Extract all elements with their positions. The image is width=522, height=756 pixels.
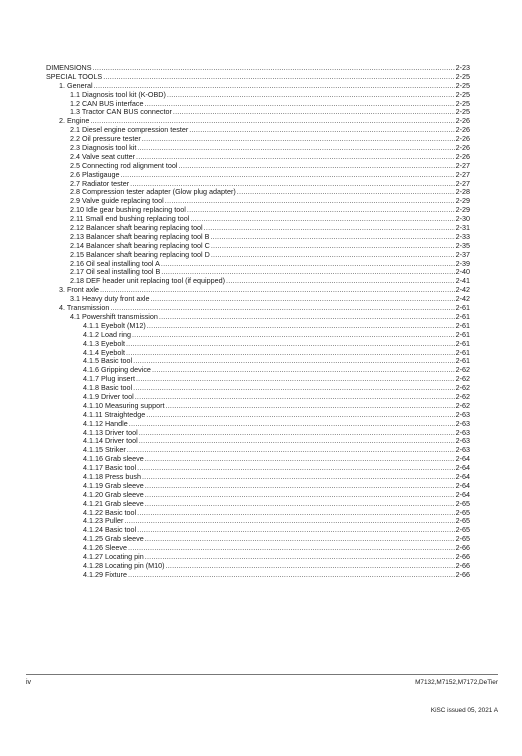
footer-issued: KiSC issued 05, 2021 A — [430, 707, 498, 714]
toc-entry-page: 2-39 — [455, 258, 470, 268]
toc-entry-page: 2-65 — [455, 534, 470, 544]
toc-entry-label: 4.1.23 Puller — [83, 516, 124, 526]
toc-entry-page: 2-61 — [455, 303, 470, 313]
toc-entry[interactable] — [46, 571, 470, 580]
toc-dot-leader — [167, 91, 455, 100]
footer-divider — [26, 674, 498, 675]
toc-entry-page: 2-29 — [455, 205, 470, 215]
toc-dot-leader — [142, 135, 455, 144]
toc-dot-leader — [178, 162, 454, 171]
toc-entry-label: 4.1.6 Gripping device — [83, 365, 151, 375]
footer-page-number: iv — [26, 679, 32, 686]
toc-entry-label: 4.1.21 Grab sleeve — [83, 498, 144, 508]
toc-entry-label: 4.1.2 Load ring — [83, 329, 131, 339]
toc-entry-page: 2-61 — [455, 320, 470, 330]
toc-dot-leader — [142, 473, 455, 482]
toc-entry-label: 4.1 Powershift transmission — [70, 311, 158, 321]
toc-entry-page: 2-61 — [455, 347, 470, 357]
toc-entry-label: 2.1 Diesel engine compression tester — [70, 125, 189, 135]
toc-entry-label: SPECIAL TOOLS — [46, 71, 103, 81]
toc-entry-page: 2-65 — [455, 516, 470, 526]
toc-entry-label: 2.3 Diagnosis tool kit — [70, 143, 137, 153]
toc-entry-label: 4.1.8 Basic tool — [83, 383, 133, 393]
toc-entry-page: 2-63 — [455, 427, 470, 437]
toc-dot-leader — [151, 295, 455, 304]
toc-dot-leader — [145, 553, 455, 562]
toc-dot-leader — [147, 322, 455, 331]
toc-dot-leader — [187, 206, 455, 215]
toc-entry-page: 2-27 — [455, 178, 470, 188]
toc-entry-label: 4.1.26 Sleeve — [83, 543, 127, 553]
footer-models: M7132,M7152,M7172,DeTier — [415, 679, 498, 686]
toc-entry-label: DIMENSIONS — [46, 63, 92, 72]
toc-entry-page: 2-63 — [455, 409, 470, 419]
toc-entry-page: 2-25 — [455, 80, 470, 90]
toc-entry-page: 2-26 — [455, 143, 470, 153]
toc-entry-label: 2.5 Connecting rod alignment tool — [70, 160, 178, 170]
toc-dot-leader — [127, 446, 455, 455]
toc-entry-label: 2.4 Valve seat cutter — [70, 151, 135, 161]
toc-entry-page: 2-62 — [455, 374, 470, 384]
toc-entry-page: 2-31 — [455, 223, 470, 233]
toc-dot-leader — [165, 197, 455, 206]
toc-entry-page: 2-33 — [455, 231, 470, 241]
toc-entry-label: 4. Transmission — [59, 303, 110, 313]
toc-entry-label: 1. General — [59, 80, 93, 90]
toc-entry-label: 4.1.3 Eyebolt — [83, 338, 125, 348]
toc-dot-leader — [135, 393, 455, 402]
toc-entry-label: 4.1.9 Driver tool — [83, 391, 134, 401]
toc-entry-page: 2-63 — [455, 436, 470, 446]
toc-dot-leader — [133, 357, 454, 366]
toc-entry-label: 4.1.16 Grab sleeve — [83, 454, 144, 464]
toc-dot-leader — [145, 482, 455, 491]
toc-dot-leader — [110, 304, 454, 313]
toc-dot-leader — [124, 517, 454, 526]
toc-dot-leader — [133, 384, 454, 393]
toc-entry-label: 4.1.22 Basic tool — [83, 507, 137, 517]
toc-entry-page: 2-41 — [455, 276, 470, 286]
toc-entry-page: 2-40 — [455, 267, 470, 277]
toc-entry[interactable] — [46, 295, 470, 304]
toc-entry-label: 4.1.18 Press bush — [83, 471, 141, 481]
toc-dot-leader — [100, 286, 455, 295]
toc-entry-page: 2-63 — [455, 445, 470, 455]
toc-entry-page: 2-26 — [455, 151, 470, 161]
toc-entry-label: 1.3 Tractor CAN BUS connector — [70, 107, 172, 117]
toc-dot-leader — [210, 233, 454, 242]
toc-entry-label: 4.1.24 Basic tool — [83, 525, 137, 535]
toc-entry-label: 2.12 Balancer shaft bearing replacing tool — [70, 223, 203, 233]
toc-entry[interactable] — [46, 108, 470, 117]
toc-dot-leader — [152, 366, 455, 375]
toc-dot-leader — [126, 349, 455, 358]
toc-entry[interactable] — [46, 73, 470, 82]
toc-entry-page: 2-26 — [455, 116, 470, 126]
toc-entry-label: 4.1.1 Eyebolt (M12) — [83, 320, 146, 330]
toc-dot-leader — [211, 242, 455, 251]
toc-entry-label: 4.1.28 Locating pin (M10) — [83, 560, 165, 570]
toc-entry-label: 2.14 Balancer shaft bearing replacing tool C — [70, 240, 210, 250]
toc-entry-page: 2-65 — [455, 498, 470, 508]
toc-entry-page: 2-64 — [455, 489, 470, 499]
toc-entry-page: 2-35 — [455, 240, 470, 250]
toc-entry-label: 1.1 Diagnosis tool kit (K-OBD) — [70, 89, 166, 99]
toc-entry-label: 3. Front axle — [59, 285, 99, 295]
toc-entry-page: 2-26 — [455, 125, 470, 135]
toc-entry-label: 2.11 Small end bushing replacing tool — [70, 214, 190, 224]
toc-entry-page: 2-27 — [455, 160, 470, 170]
toc-entry-page: 2-64 — [455, 480, 470, 490]
toc-entry-label: 4.1.4 Eyebolt — [83, 347, 125, 357]
toc-entry-page: 2-23 — [455, 63, 470, 72]
toc-entry-page: 2-66 — [455, 569, 470, 579]
toc-dot-leader — [139, 437, 455, 446]
toc-entry-page: 2-37 — [455, 249, 470, 259]
toc-entry[interactable] — [46, 64, 470, 73]
toc-entry-page: 2-65 — [455, 507, 470, 517]
toc-entry-label: 4.1.11 Straightedge — [83, 409, 146, 419]
toc-entry-page: 2-64 — [455, 463, 470, 473]
toc-entry-label: 3.1 Heavy duty front axle — [70, 294, 150, 304]
toc-entry[interactable] — [46, 277, 470, 286]
toc-dot-leader — [129, 420, 455, 429]
toc-dot-leader — [145, 455, 455, 464]
toc-dot-leader — [136, 375, 455, 384]
toc-entry-page: 2-61 — [455, 338, 470, 348]
toc-entry-page: 2-62 — [455, 365, 470, 375]
toc-dot-leader — [146, 411, 454, 420]
toc-dot-leader — [136, 153, 455, 162]
toc-dot-leader — [137, 144, 454, 153]
toc-dot-leader — [126, 340, 455, 349]
toc-entry-label: 4.1.10 Measuring support — [83, 400, 165, 410]
toc-entry-page: 2-42 — [455, 294, 470, 304]
toc-dot-leader — [204, 224, 455, 233]
toc-dot-leader — [237, 188, 455, 197]
toc-entry-page: 2-63 — [455, 418, 470, 428]
toc-entry-page: 2-29 — [455, 196, 470, 206]
toc-entry-label: 2.9 Valve guide replacing tool — [70, 196, 164, 206]
toc-dot-leader — [128, 544, 455, 553]
toc-entry-label: 2.15 Balancer shaft bearing replacing tool D — [70, 249, 210, 259]
toc-entry-page: 2-66 — [455, 551, 470, 561]
toc-dot-leader — [139, 429, 455, 438]
toc-dot-leader — [137, 509, 454, 518]
toc-entry-label: 1.2 CAN BUS interface — [70, 98, 144, 108]
toc-dot-leader — [226, 277, 455, 286]
toc-entry-label: 2.16 Oil seal installing tool A — [70, 258, 160, 268]
toc-dot-leader — [145, 100, 455, 109]
toc-entry-page: 2-61 — [455, 311, 470, 321]
toc-entry-page: 2-42 — [455, 285, 470, 295]
toc-entry-page: 2-27 — [455, 169, 470, 179]
toc-entry-label: 2.18 DEF header unit replacing tool (if equipped) — [70, 276, 226, 286]
toc-entry-label: 2. Engine — [59, 116, 90, 126]
toc-entry-label: 4.1.5 Basic tool — [83, 356, 133, 366]
toc-entry-page: 2-64 — [455, 454, 470, 464]
toc-dot-leader — [103, 73, 454, 82]
toc-entry-page: 2-61 — [455, 329, 470, 339]
toc-dot-leader — [190, 215, 454, 224]
toc-entry-label: 2.17 Oil seal installing tool B — [70, 267, 161, 277]
toc-entry-page: 2-25 — [455, 107, 470, 117]
toc-entry-label: 4.1.19 Grab sleeve — [83, 480, 144, 490]
toc-dot-leader — [211, 251, 455, 260]
toc-dot-leader — [173, 108, 455, 117]
toc-dot-leader — [145, 500, 455, 509]
toc-dot-leader — [121, 171, 455, 180]
toc-entry-label: 2.7 Radiator tester — [70, 178, 130, 188]
toc-entry-page: 2-62 — [455, 391, 470, 401]
toc-dot-leader — [145, 535, 455, 544]
toc-entry-label: 2.6 Plastigauge — [70, 169, 120, 179]
toc-dot-leader — [166, 402, 455, 411]
toc-entry-page: 2-62 — [455, 400, 470, 410]
toc-dot-leader — [145, 491, 455, 500]
toc-entry-page: 2-62 — [455, 383, 470, 393]
toc-dot-leader — [128, 571, 455, 580]
toc-entry-label: 4.1.12 Handle — [83, 418, 128, 428]
toc-entry-label: 2.8 Compression tester adapter (Glow plug adapter) — [70, 187, 236, 197]
toc-entry-label: 4.1.20 Grab sleeve — [83, 489, 144, 499]
toc-entry-label: 4.1.13 Driver tool — [83, 427, 138, 437]
toc-entry-page: 2-25 — [455, 89, 470, 99]
toc-entry-page: 2-25 — [455, 98, 470, 108]
toc-dot-leader — [93, 64, 455, 73]
toc-entry-page: 2-64 — [455, 471, 470, 481]
toc-entry-label: 4.1.7 Plug insert — [83, 374, 135, 384]
toc-dot-leader — [159, 313, 455, 322]
table-of-contents — [46, 64, 470, 580]
toc-entry-page: 2-66 — [455, 543, 470, 553]
toc-dot-leader — [132, 331, 455, 340]
toc-dot-leader — [137, 464, 454, 473]
toc-dot-leader — [189, 126, 454, 135]
toc-dot-leader — [137, 526, 454, 535]
toc-entry-label: 4.1.29 Fixture — [83, 569, 127, 579]
toc-entry-page: 2-28 — [455, 187, 470, 197]
toc-entry-label: 4.1.25 Grab sleeve — [83, 534, 144, 544]
toc-entry-page: 2-26 — [455, 134, 470, 144]
toc-entry-label: 2.2 Oil pressure tester — [70, 134, 141, 144]
toc-entry-page: 2-25 — [455, 71, 470, 81]
toc-entry-label: 4.1.14 Driver tool — [83, 436, 138, 446]
toc-entry-label: 4.1.17 Basic tool — [83, 463, 137, 473]
toc-entry-label: 4.1.27 Locating pin — [83, 551, 144, 561]
toc-entry-label: 4.1.15 Striker — [83, 445, 126, 455]
toc-entry-page: 2-30 — [455, 214, 470, 224]
toc-entry-label: 2.10 Idle gear bushing replacing tool — [70, 205, 186, 215]
toc-entry-label: 2.13 Balancer shaft bearing replacing tool B — [70, 231, 210, 241]
toc-entry-page: 2-66 — [455, 560, 470, 570]
toc-dot-leader — [166, 562, 455, 571]
toc-entry-page: 2-61 — [455, 356, 470, 366]
toc-entry-page: 2-65 — [455, 525, 470, 535]
toc-dot-leader — [161, 260, 455, 269]
